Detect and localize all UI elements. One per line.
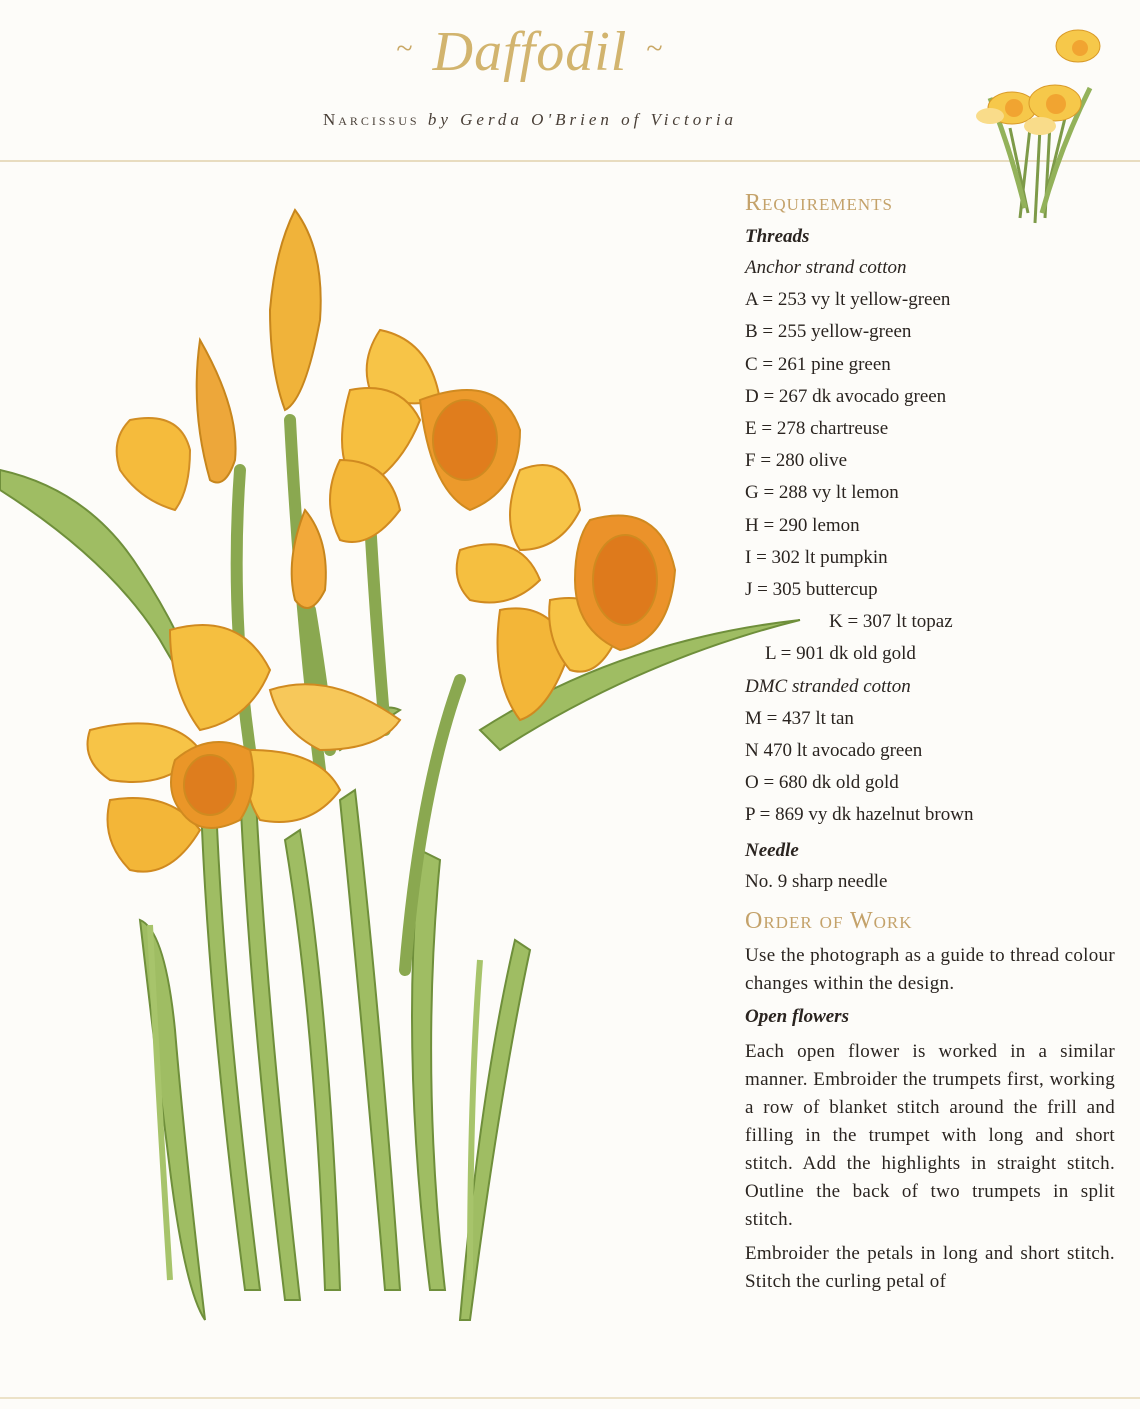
requirements-heading: Requirements (745, 190, 893, 216)
thread-item: H = 290 lemon (745, 514, 860, 536)
needle-heading: Needle (745, 839, 799, 861)
thread-item: E = 278 chartreuse (745, 418, 889, 440)
thread-item: L = 901 dk old gold (765, 643, 916, 665)
thread-item: B = 255 yellow-green (745, 321, 912, 343)
threads-heading: Threads (745, 226, 810, 247)
order-of-work-heading: Order of Work (745, 907, 913, 934)
thread-item: K = 307 lt topaz (829, 611, 953, 633)
thread-item: G = 288 vy lt lemon (745, 482, 899, 504)
thread-item: O = 680 dk old gold (745, 772, 899, 794)
instructions-column (745, 188, 1115, 1296)
thread-item: M = 437 lt tan (745, 707, 854, 729)
thread-item: N 470 lt avocado green (745, 740, 923, 762)
thread-item: A = 253 vy lt yellow-green (745, 289, 951, 311)
open-flowers-paragraph: Each open flower is worked in a similar manner. Embroider the trumpets first, working a row of blanket stitch around the frill and filling in the trumpet with long and short stitch. Add the highlights in straight stitch. Outline the back of two trumpets in split stitch. (745, 1040, 1115, 1230)
page-title (0, 20, 1060, 84)
subtitle (0, 110, 1060, 130)
petals-paragraph: Embroider the petals in long and short stitch. Stitch the curling petal of (745, 1242, 1115, 1292)
title-text: Daffodil (432, 21, 628, 83)
daffodil-embroidery-illustration (0, 190, 810, 1370)
thread-item: J = 305 buttercup (745, 579, 878, 601)
needle-item: No. 9 sharp needle (745, 870, 888, 892)
title-tilde-right: ~ (646, 32, 664, 65)
dmc-brand-label: DMC stranded cotton (745, 675, 911, 697)
thread-item: F = 280 olive (745, 450, 848, 472)
thread-item: D = 267 dk avocado green (745, 385, 947, 407)
anchor-brand-label: Anchor strand cotton (745, 257, 907, 278)
order-intro-paragraph: Use the photograph as a guide to thread colour changes within the design. (745, 944, 1115, 994)
thread-item: P = 869 vy dk hazelnut brown (745, 804, 974, 826)
title-tilde-left: ~ (396, 32, 414, 65)
subtitle-latin: Narcissus (322, 110, 420, 129)
footer-divider (0, 1397, 1140, 1399)
subtitle-byline: by Gerda O'Brien of Victoria (427, 110, 738, 129)
thread-item: C = 261 pine green (745, 353, 891, 375)
open-flowers-heading: Open flowers (745, 1005, 849, 1027)
thread-item: I = 302 lt pumpkin (745, 546, 888, 568)
